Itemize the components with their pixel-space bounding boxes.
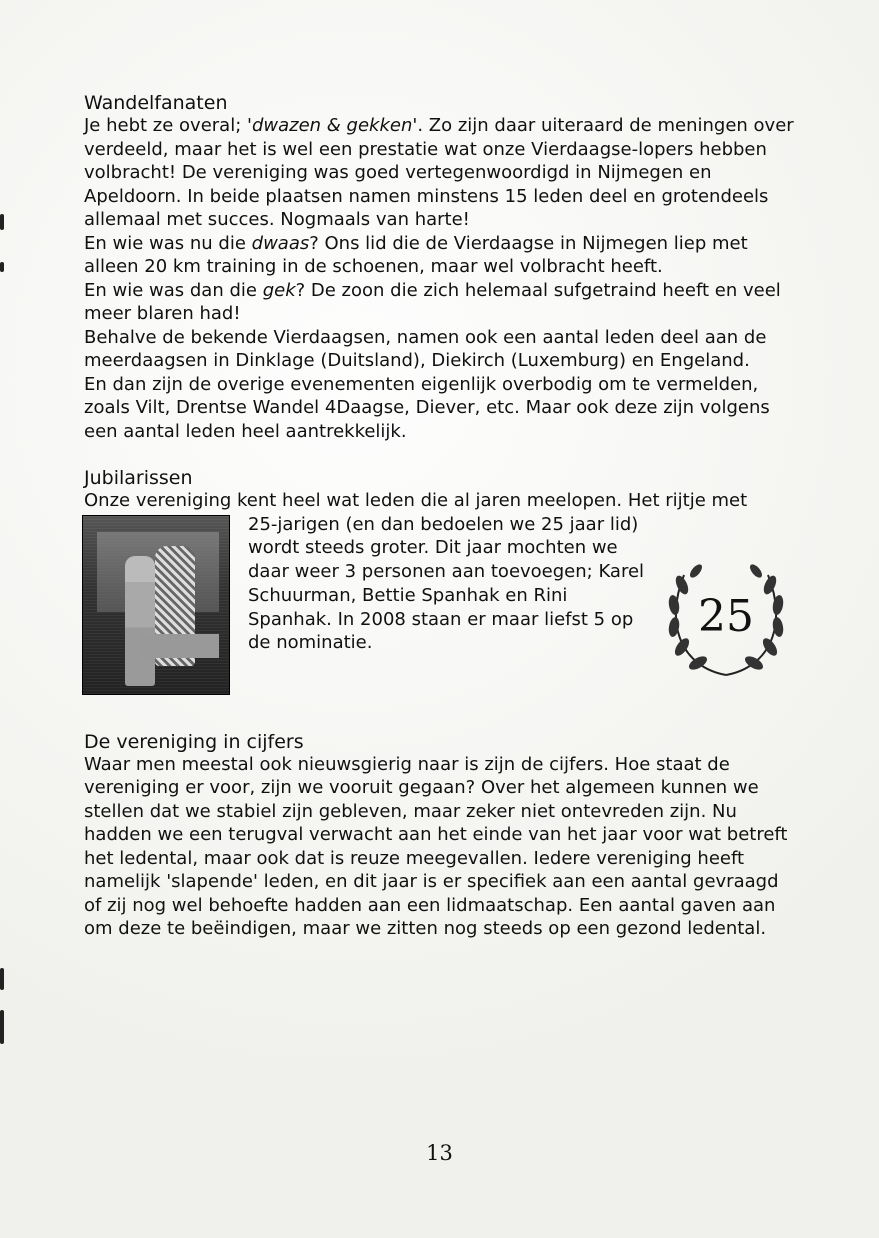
paragraph-jubilarissen-body: 25-jarigen (en dan bedoelen we 25 jaar lid) wordt steeds groter. Dit jaar mochten we daar weer 3 personen aan toevoegen; Karel Schuurman, Bettie Spanhak en Rini Spanhak. In 2008 staan er maar liefst 5 op de nominatie. (248, 513, 645, 654)
page-content (84, 92, 798, 941)
section-title-cijfers: De vereniging in cijfers (84, 730, 304, 753)
scan-edge-mark (0, 214, 4, 230)
spacer (84, 697, 798, 731)
paragraph-wandel-1 (84, 114, 798, 232)
paragraph-wandel-2 (84, 232, 798, 279)
scan-edge-mark (0, 262, 4, 272)
emphasis-text: dwazen & gekken (251, 115, 413, 136)
emphasis-text: gek (262, 279, 296, 301)
paragraph-jubilarissen-intro: Onze vereniging kent heel wat leden die al jaren meelopen. Het rijtje met (84, 490, 748, 511)
spacer (84, 443, 798, 467)
jubilee-photo (82, 515, 230, 695)
text-run: En wie was nu die (84, 232, 252, 254)
emphasis-text: dwaas (251, 232, 310, 254)
text-run: En wie was dan die (84, 279, 263, 301)
text-run: Je hebt ze overal; ' (84, 115, 252, 136)
text-run: ? De zoon die zich helemaal sufgetraind heeft en veel meer blaren had! (84, 279, 781, 324)
photo-person-left (125, 556, 155, 686)
photo-table (139, 634, 219, 658)
text-run: '. Zo zijn daar uiteraard de meningen over verdeeld, maar het is wel een prestatie wat onze Vierdaagse-lopers hebben volbracht! De vereniging was goed vertegenwoordigd in Nijmegen en Apeldoorn. In beide plaatsen namen minstens 15 leden deel en grotendeels allemaal met succes. Nogmaals van harte! (84, 115, 794, 230)
jubilarissen-text (248, 513, 648, 656)
scan-edge-mark (0, 968, 4, 990)
jubilarissen-block (84, 513, 798, 697)
laurel-wreath-icon (662, 555, 790, 687)
section-title-wandelfanaten: Wandelfanaten (84, 92, 228, 114)
page-number: 13 (426, 1141, 453, 1165)
paragraph-wandel-3 (84, 279, 798, 326)
section-title-jubilarissen: Jubilarissen (84, 467, 193, 489)
paragraph-cijfers-body: Waar men meestal ook nieuwsgierig naar is zijn de cijfers. Hoe staat de vereniging er voor, zijn we vooruit gegaan? Over het algemeen kunnen we stellen dat we stabiel zijn gebleven, maar zeker niet ontevreden zijn. Nu hadden we een terugval verwacht aan het einde van het jaar voor wat betreft het ledental, maar ook dat is reuze meegevallen. Iedere vereniging heeft namelijk 'slapende' leden, en dit jaar is er specifiek aan een aantal gevraagd of zij nog wel behoefte hadden aan een lidmaatschap. Een aantal gaven aan om deze te beëindigen, maar we zitten nog steeds op een gezond ledental. (84, 753, 788, 939)
wreath-number: 25 (698, 590, 754, 642)
paragraph-wandel-4: Behalve de bekende Vierdaagsen, namen ook een aantal leden deel aan de meerdaagsen in Dinklage (Duitsland), Diekirch (Luxemburg) en Engeland. (84, 326, 767, 371)
paragraph-wandel-5: En dan zijn de overige evenementen eigenlijk overbodig om te vermelden, zoals Vilt, Drentse Wandel 4Daagse, Diever, etc. Maar ook deze zijn volgens een aantal leden heel aantrekkelijk. (84, 373, 770, 442)
text-run: ? Ons lid die de Vierdaagse in Nijmegen liep met alleen 20 km training in de schoenen, maar wel volbracht heeft. (84, 232, 748, 277)
scan-edge-mark (0, 1010, 4, 1044)
